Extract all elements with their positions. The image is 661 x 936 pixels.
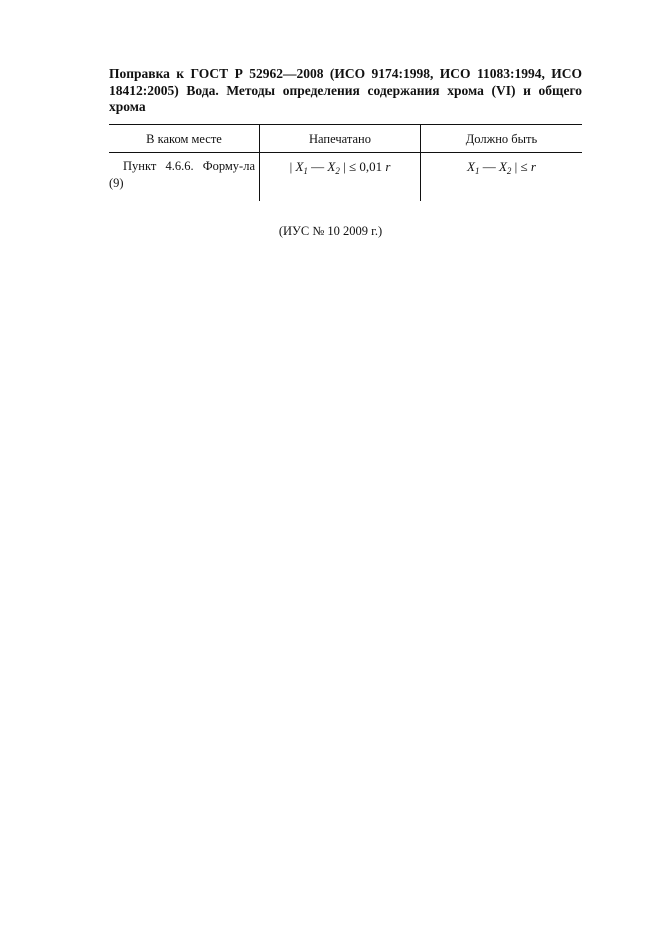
printed-var2: X bbox=[327, 159, 336, 174]
should-var2: X bbox=[498, 159, 507, 174]
header-printed: Напечатано bbox=[259, 125, 420, 152]
footer-reference: (ИУС № 10 2009 г.) bbox=[278, 224, 383, 238]
header-location: В каком месте bbox=[146, 131, 222, 146]
should-sub1: 1 bbox=[474, 166, 480, 176]
location-text: Пункт 4.6.6. Форму-ла (9) bbox=[109, 159, 255, 190]
printed-tail: r bbox=[385, 159, 391, 174]
document-title: Поправка к ГОСТ Р 52962—2008 (ИСО 9174:1998, ИСО 11083:1994, ИСО 18412:2005) Вода. Методы определения содержания хрома (VI) и общего хрома bbox=[109, 66, 582, 114]
printed-formula bbox=[290, 159, 391, 174]
should-tail: r bbox=[530, 159, 536, 174]
header-should-be: Должно быть bbox=[420, 125, 582, 152]
should-be-formula bbox=[467, 159, 536, 174]
corrections-table bbox=[109, 124, 582, 201]
printed-minus: — bbox=[307, 159, 328, 174]
printed-sub2: 2 bbox=[335, 166, 340, 176]
cell-printed bbox=[259, 153, 420, 201]
should-var1: X bbox=[467, 159, 475, 174]
table-row bbox=[109, 153, 582, 201]
cell-location bbox=[109, 153, 259, 201]
should-sub2: 2 bbox=[506, 166, 512, 176]
cell-should-be bbox=[420, 153, 582, 201]
printed-close: | ≤ 0,01 bbox=[339, 159, 386, 174]
printed-sub1: 1 bbox=[303, 166, 308, 176]
printed-var1: X bbox=[295, 159, 304, 174]
should-minus: — bbox=[479, 159, 499, 174]
table-header-row bbox=[109, 125, 582, 153]
should-close: | ≤ bbox=[511, 159, 531, 174]
printed-open-bar: | bbox=[289, 159, 296, 174]
